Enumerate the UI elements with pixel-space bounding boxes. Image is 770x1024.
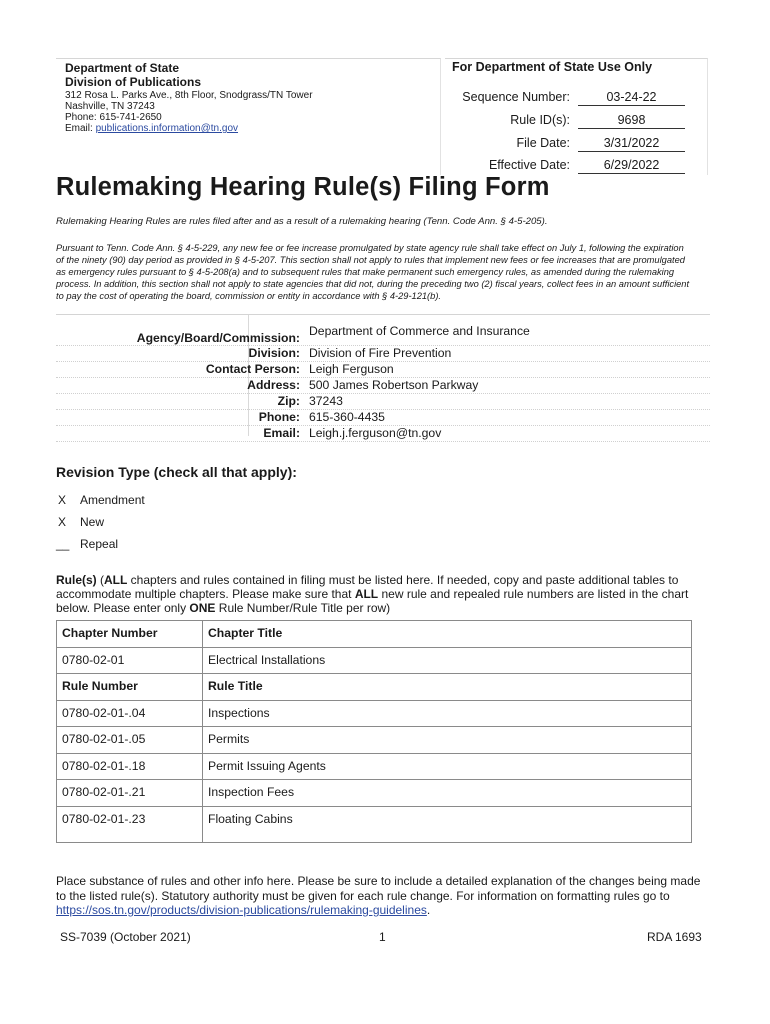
rule-title-cell: Inspection Fees xyxy=(203,780,692,807)
rule-number-cell: 0780-02-01-.21 xyxy=(57,780,203,807)
substance-line2: to the listed rule(s). Statutory authority must be given for each rule change. For information on formatting rules go to xyxy=(56,888,670,903)
table-header-row xyxy=(57,674,692,701)
rule-id-label: Rule ID(s): xyxy=(510,113,570,127)
page-subtitle: Rulemaking Hearing Rules are rules filed after and as a result of a rulemaking hearing (Tenn. Code Ann. § 4-5-205). xyxy=(56,216,548,227)
fee-notice-line: of the ninety (90) day period as provided in § 4-5-207. This section shall not apply to rules that implement new fees or fee increases that are promulgated xyxy=(56,255,685,265)
rule-title-header: Rule Title xyxy=(203,674,692,701)
address-label: Address: xyxy=(247,378,300,392)
repeal-mark: __ xyxy=(56,537,70,551)
amendment-mark: X xyxy=(58,493,67,507)
effective-date-value: 6/29/2022 xyxy=(578,158,685,174)
file-date-row xyxy=(445,136,707,156)
fee-notice xyxy=(56,242,689,302)
rule-title-cell: Permit Issuing Agents xyxy=(203,753,692,780)
table-header-row xyxy=(57,621,692,648)
page-number: 1 xyxy=(379,930,386,944)
dept-name: Department of State xyxy=(65,61,180,75)
email-label: Email: xyxy=(65,123,96,134)
revision-item-repeal[interactable] xyxy=(56,537,118,551)
table-row xyxy=(57,647,692,674)
link-tail: . xyxy=(426,903,431,917)
contact-person-value: Leigh Ferguson xyxy=(309,362,394,376)
substance-line3 xyxy=(56,903,700,918)
phone-row xyxy=(56,410,710,426)
rule-id-row xyxy=(445,113,707,133)
sequence-number-label: Sequence Number: xyxy=(462,90,570,104)
address-row xyxy=(56,378,710,394)
rules-text: ( xyxy=(96,573,105,587)
file-date-value: 3/31/2022 xyxy=(578,136,685,152)
division-name: Division of Publications xyxy=(65,75,202,89)
fee-notice-line: process. In addition, this section shall not apply to state agencies that did not, during the preceding two (2) fiscal years, collect fees in an amount sufficient xyxy=(56,279,690,289)
fee-notice-line: Pursuant to Tenn. Code Ann. § 4-5-229, any new fee or fee increase promulgated by state agency rule shall take effect on July 1, following the expiration xyxy=(56,243,684,253)
rule-number-cell: 0780-02-01-.04 xyxy=(57,700,203,727)
rule-id-value: 9698 xyxy=(578,113,685,129)
rules-text: accommodate multiple chapters. Please make sure that xyxy=(56,587,355,601)
revision-heading: Revision Type (check all that apply): xyxy=(56,464,297,480)
rules-text: below. Please enter only xyxy=(56,601,190,615)
fee-notice-line: to pay the cost of operating the board, commission or entity in accordance with § 4-29-121(b). xyxy=(56,291,441,301)
rule-title-cell: Permits xyxy=(203,727,692,754)
phone-line: Phone: 615-741-2650 xyxy=(65,112,162,123)
table-row xyxy=(57,700,692,727)
file-date-label: File Date: xyxy=(516,136,570,150)
address-value: 500 James Robertson Parkway xyxy=(309,378,479,392)
revision-item-new[interactable] xyxy=(58,515,104,529)
contact-person-label: Contact Person: xyxy=(205,362,300,376)
rules-instructions-line2 xyxy=(56,587,688,601)
rule-title-cell: Inspections xyxy=(203,700,692,727)
rule-number-cell: 0780-02-01-.05 xyxy=(57,727,203,754)
state-use-title: For Department of State Use Only xyxy=(452,60,653,74)
sequence-number-row xyxy=(445,90,707,110)
chapter-number-header: Chapter Number xyxy=(57,621,203,648)
form-number: SS-7039 (October 2021) xyxy=(60,930,191,944)
rules-instructions xyxy=(56,573,688,615)
guidelines-link[interactable]: https://sos.tn.gov/products/division-publications/rulemaking-guidelines xyxy=(56,903,427,917)
rda-number: RDA 1693 xyxy=(647,930,702,944)
new-mark: X xyxy=(58,515,67,529)
email-link[interactable]: publications.information@tn.gov xyxy=(95,123,239,134)
division-value: Division of Fire Prevention xyxy=(309,346,452,360)
rule-number-header: Rule Number xyxy=(57,674,203,701)
rule-number-cell: 0780-02-01-.23 xyxy=(57,806,203,842)
phone-label: Phone: xyxy=(258,410,300,424)
revision-item-amendment[interactable] xyxy=(58,493,145,507)
agency-value: Department of Commerce and Insurance xyxy=(309,324,530,338)
contact-person-row xyxy=(56,362,710,378)
email-label: Email: xyxy=(263,426,300,440)
chapter-title-cell: Electrical Installations xyxy=(203,647,692,674)
sequence-number-value: 03-24-22 xyxy=(578,90,685,106)
zip-row xyxy=(56,394,710,410)
agency-info-table xyxy=(56,314,710,442)
table-row xyxy=(57,753,692,780)
rules-bold: Rule(s) xyxy=(56,573,97,587)
table-row xyxy=(57,727,692,754)
chapter-number-cell: 0780-02-01 xyxy=(57,647,203,674)
agency-row xyxy=(56,315,710,346)
rule-title-cell: Floating Cabins xyxy=(203,806,692,842)
fee-notice-line: as emergency rules pursuant to § 4-5-208(a) and to subsequent rules that make permanent such emergency rules, as amended during the rulemaking xyxy=(56,267,675,277)
substance-line1: Place substance of rules and other info here. Please be sure to include a detailed explanation of the changes being made xyxy=(56,874,701,888)
chapter-title-header: Chapter Title xyxy=(203,621,692,648)
email-value: Leigh.j.ferguson@tn.gov xyxy=(309,426,442,440)
address-line1: 312 Rosa L. Parks Ave., 8th Floor, Snodgrass/TN Tower xyxy=(65,90,313,101)
rule-number-cell: 0780-02-01-.18 xyxy=(57,753,203,780)
rules-instructions-line1 xyxy=(56,573,688,587)
division-row xyxy=(56,346,710,362)
table-row xyxy=(57,780,692,807)
rules-instructions-line3 xyxy=(56,601,688,615)
rules-table xyxy=(56,620,692,843)
division-label: Division: xyxy=(248,346,300,360)
new-label: New xyxy=(80,515,105,529)
rules-one-bold: ONE xyxy=(189,601,216,615)
agency-label: Agency/Board/Commission: xyxy=(136,331,300,345)
phone-value: 615-360-4435 xyxy=(309,410,385,424)
page-title: Rulemaking Hearing Rule(s) Filing Form xyxy=(56,173,550,201)
address-line2: Nashville, TN 37243 xyxy=(65,101,155,112)
state-use-block xyxy=(445,58,708,175)
email-line xyxy=(65,123,238,135)
email-row xyxy=(56,426,710,442)
effective-date-label: Effective Date: xyxy=(488,158,570,172)
rules-text: Rule Number/Rule Title per row) xyxy=(215,601,391,615)
table-row xyxy=(57,806,692,842)
rules-text: chapters and rules contained in filing must be listed here. If needed, copy and paste additional tables to xyxy=(127,573,679,587)
substance-instructions xyxy=(56,874,700,918)
amendment-label: Amendment xyxy=(80,493,145,507)
rules-all-bold: ALL xyxy=(354,587,379,601)
rules-all-bold: ALL xyxy=(104,573,128,587)
rules-text: new rule and repealed rule numbers are listed in the chart xyxy=(378,587,689,601)
zip-value: 37243 xyxy=(309,394,343,408)
publications-contact-block xyxy=(56,58,441,175)
zip-label: Zip: xyxy=(277,394,300,408)
repeal-label: Repeal xyxy=(80,537,119,551)
